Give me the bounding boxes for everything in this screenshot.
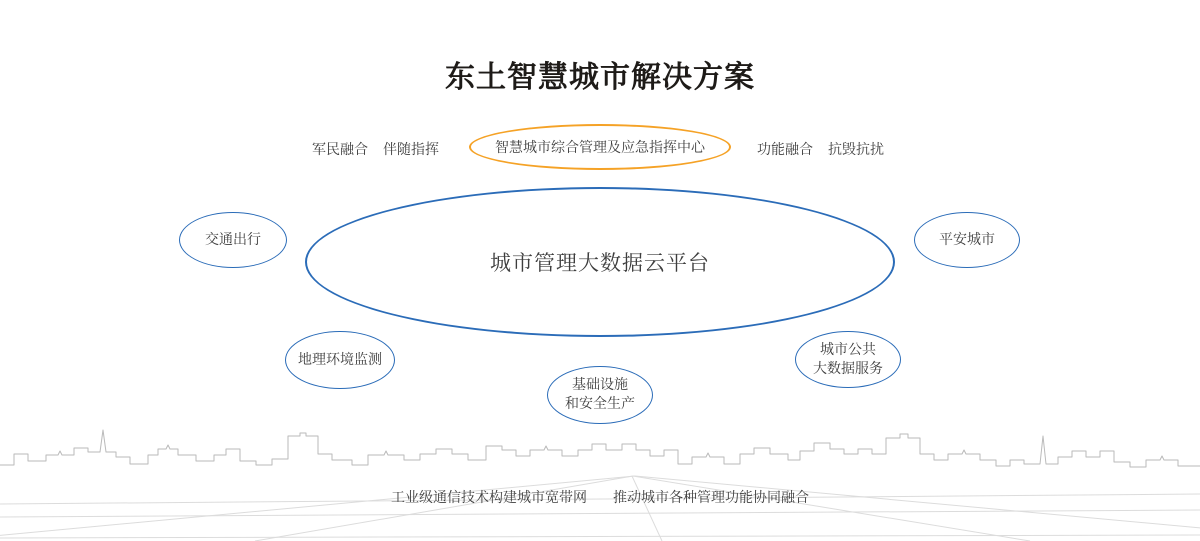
footer-caption-broadband: 工业级通信技术构建城市宽带网	[391, 490, 587, 506]
command-center-ellipse	[469, 124, 731, 170]
node-infrastructure	[547, 366, 653, 424]
node-geo-environment-label: 地理环境监测	[298, 351, 382, 368]
command-center-label: 智慧城市综合管理及应急指挥中心	[495, 140, 705, 156]
node-infrastructure-line2: 和安全生产	[565, 396, 635, 412]
node-safe-city-label: 平安城市	[939, 231, 995, 248]
tag-military-civil-fusion: 军民融合	[312, 142, 368, 158]
page-title: 东土智慧城市解决方案	[445, 60, 755, 95]
tag-function-fusion: 功能融合	[757, 142, 813, 158]
node-traffic	[179, 212, 287, 268]
node-safe-city	[914, 212, 1020, 268]
tag-anti-destruction: 抗毁抗扰	[828, 142, 884, 158]
tag-accompanying-command: 伴随指挥	[383, 142, 439, 158]
node-infrastructure-line1: 基础设施	[572, 377, 628, 394]
node-public-data-line2: 大数据服务	[813, 360, 883, 377]
top-tags-left	[312, 139, 439, 159]
platform-label: 城市管理大数据云平台	[490, 251, 710, 275]
node-public-data-line1: 城市公共	[820, 341, 876, 358]
footer-captions	[0, 487, 1200, 507]
platform-ellipse	[305, 187, 895, 337]
ground-perspective-lines	[0, 474, 1200, 541]
node-public-data-label	[813, 341, 883, 379]
footer-caption-collaboration: 推动城市各种管理功能协同融合	[613, 490, 809, 506]
node-geo-environment	[285, 331, 395, 389]
top-tags-right	[757, 139, 884, 159]
node-infrastructure-label	[565, 376, 635, 414]
node-traffic-label: 交通出行	[205, 231, 261, 248]
node-public-data	[795, 331, 901, 388]
